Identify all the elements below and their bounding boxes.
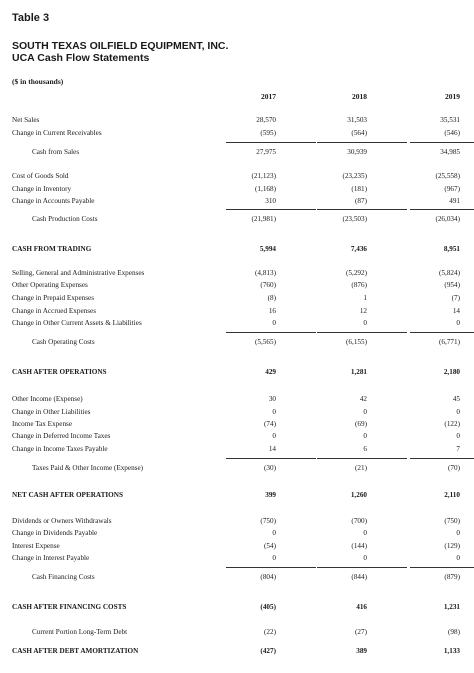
value-2018: 389 [356, 647, 367, 655]
value-2019: 8,951 [443, 245, 460, 253]
section-total-row [12, 491, 462, 502]
row-label: CASH FROM TRADING [12, 245, 92, 253]
value-2019: 35,531 [440, 116, 460, 124]
table-row [12, 294, 462, 305]
value-2018: 0 [363, 319, 367, 327]
row-label: Change in Current Receivables [12, 129, 102, 137]
row-label: NET CASH AFTER OPERATIONS [12, 491, 123, 499]
value-2019: (26,034) [435, 215, 460, 223]
value-2017: (21,123) [251, 172, 276, 180]
value-2017: (595) [260, 129, 276, 137]
table-row [12, 129, 462, 140]
table-row [12, 307, 462, 318]
value-2019: (7) [451, 294, 460, 302]
row-label: Change in Prepaid Expenses [12, 294, 95, 302]
subtotal-row [12, 628, 462, 639]
value-2017: 429 [265, 368, 276, 376]
table-row [12, 408, 462, 419]
value-2019: (546) [444, 129, 460, 137]
value-2018: (5,292) [346, 269, 367, 277]
subtotal-rule [410, 567, 474, 568]
row-label: CASH AFTER FINANCING COSTS [12, 603, 127, 611]
value-2017: (750) [260, 517, 276, 525]
row-label: Cash Financing Costs [32, 573, 95, 581]
value-2019: 14 [452, 307, 460, 315]
value-2018: 416 [356, 603, 367, 611]
value-2019: (967) [444, 185, 460, 193]
company-name: SOUTH TEXAS OILFIELD EQUIPMENT, INC. [12, 40, 229, 52]
value-2017: 28,570 [256, 116, 276, 124]
row-label: Other Income (Expense) [12, 395, 83, 403]
table-row [12, 185, 462, 196]
row-label: Income Tax Expense [12, 420, 73, 428]
value-2019: 0 [456, 432, 460, 440]
table-row [12, 517, 462, 528]
value-2018: (69) [355, 420, 367, 428]
subtotal-rule [317, 458, 407, 459]
value-2018: 12 [359, 307, 367, 315]
value-2018: (6,155) [346, 338, 367, 346]
value-2019: (129) [444, 542, 460, 550]
value-2019: 1,231 [443, 603, 460, 611]
value-2019: 2,180 [443, 368, 460, 376]
value-2017: (8) [267, 294, 276, 302]
row-label: CASH AFTER OPERATIONS [12, 368, 107, 376]
value-2018: 1,281 [350, 368, 367, 376]
table-row [12, 554, 462, 565]
value-2017: 30 [268, 395, 276, 403]
value-2018: (144) [351, 542, 367, 550]
subtotal-rule [410, 332, 474, 333]
subtotal-row [12, 573, 462, 584]
year-header-2018: 2018 [352, 92, 367, 101]
value-2019: (6,771) [439, 338, 460, 346]
year-header-2019: 2019 [445, 92, 460, 101]
row-label: Cash Operating Costs [32, 338, 95, 346]
subtotal-rule [317, 332, 407, 333]
value-2017: (1,168) [255, 185, 276, 193]
value-2017: 0 [272, 432, 276, 440]
value-2018: (21) [355, 464, 367, 472]
value-2017: (30) [264, 464, 276, 472]
value-2019: 0 [456, 529, 460, 537]
value-2019: (954) [444, 281, 460, 289]
value-2019: (25,558) [435, 172, 460, 180]
table-row [12, 432, 462, 443]
row-label: Change in Accrued Expenses [12, 307, 97, 315]
subtotal-rule [317, 209, 407, 210]
value-2018: 7,436 [350, 245, 367, 253]
table-row [12, 445, 462, 456]
value-2018: (87) [355, 197, 367, 205]
value-2017: (54) [264, 542, 276, 550]
value-2018: 0 [363, 529, 367, 537]
row-label: Selling, General and Administrative Expenses [12, 269, 145, 277]
table-row [12, 319, 462, 330]
section-total-row [12, 603, 462, 614]
value-2019: 0 [456, 408, 460, 416]
value-2019: 34,985 [440, 148, 460, 156]
value-2018: (27) [355, 628, 367, 636]
value-2019: 0 [456, 554, 460, 562]
row-label: Change in Other Liabilities [12, 408, 91, 416]
row-label: Net Sales [12, 116, 40, 124]
value-2017: (405) [260, 603, 276, 611]
row-label: CASH AFTER DEBT AMORTIZATION [12, 647, 139, 655]
row-label: Change in Inventory [12, 185, 72, 193]
value-2019: (70) [448, 464, 460, 472]
value-2019: 0 [456, 319, 460, 327]
value-2017: (804) [260, 573, 276, 581]
value-2017: 14 [268, 445, 276, 453]
row-label: Change in Deferred Income Taxes [12, 432, 111, 440]
subtotal-rule [226, 458, 316, 459]
row-label: Other Operating Expenses [12, 281, 88, 289]
table-row [12, 529, 462, 540]
value-2018: 0 [363, 432, 367, 440]
subtotal-rule [226, 332, 316, 333]
subtotal-rule [226, 209, 316, 210]
row-label: Taxes Paid & Other Income (Expense) [32, 464, 144, 472]
table-row [12, 420, 462, 431]
table-row [12, 197, 462, 208]
value-2017: (427) [260, 647, 276, 655]
section-total-row [12, 647, 462, 658]
row-label: Change in Interest Payable [12, 554, 90, 562]
value-2018: 42 [359, 395, 367, 403]
row-label: Change in Dividends Payable [12, 529, 98, 537]
value-2017: 399 [265, 491, 276, 499]
row-label: Current Portion Long-Term Debt [32, 628, 128, 636]
value-2018: 1,260 [350, 491, 367, 499]
subtotal-row [12, 215, 462, 226]
subtotal-row [12, 338, 462, 349]
subtotal-rule [226, 567, 316, 568]
value-2018: 6 [363, 445, 367, 453]
value-2018: 0 [363, 408, 367, 416]
row-label: Change in Other Current Assets & Liabilities [12, 319, 142, 327]
value-2017: (21,981) [251, 215, 276, 223]
value-2017: 27,975 [256, 148, 276, 156]
value-2018: 1 [363, 294, 367, 302]
table-row [12, 269, 462, 280]
subtotal-rule [410, 142, 474, 143]
value-2017: (5,565) [255, 338, 276, 346]
row-label: Dividends or Owners Withdrawals [12, 517, 112, 525]
subtotal-rule [410, 209, 474, 210]
subtotal-row [12, 148, 462, 159]
value-2018: (876) [351, 281, 367, 289]
value-2018: 31,503 [347, 116, 367, 124]
value-2017: (760) [260, 281, 276, 289]
value-2018: 30,939 [347, 148, 367, 156]
value-2018: (23,503) [342, 215, 367, 223]
value-2019: 45 [452, 395, 460, 403]
value-2019: 1,133 [443, 647, 460, 655]
value-2019: (879) [444, 573, 460, 581]
row-label: Cash from Sales [32, 148, 80, 156]
value-2018: (23,235) [342, 172, 367, 180]
value-2017: (74) [264, 420, 276, 428]
value-2017: 0 [272, 319, 276, 327]
subtotal-rule [226, 142, 316, 143]
year-header-2017: 2017 [261, 92, 276, 101]
subtotal-rule [410, 458, 474, 459]
value-2018: (181) [351, 185, 367, 193]
value-2018: (844) [351, 573, 367, 581]
table-row [12, 395, 462, 406]
section-total-row [12, 245, 462, 256]
value-2017: 0 [272, 529, 276, 537]
value-2017: 5,994 [259, 245, 276, 253]
row-label: Cost of Goods Sold [12, 172, 69, 180]
row-label: Change in Accounts Payable [12, 197, 95, 205]
row-label: Interest Expense [12, 542, 60, 550]
row-label: Cash Production Costs [32, 215, 98, 223]
value-2018: (564) [351, 129, 367, 137]
value-2019: 2,110 [444, 491, 460, 499]
value-2017: 0 [272, 408, 276, 416]
value-2017: 16 [268, 307, 276, 315]
units-note: ($ in thousands) [12, 77, 64, 86]
table-row [12, 172, 462, 183]
value-2019: (750) [444, 517, 460, 525]
subtotal-rule [317, 142, 407, 143]
value-2017: (4,813) [255, 269, 276, 277]
table-row [12, 116, 462, 127]
value-2018: (700) [351, 517, 367, 525]
row-label: Change in Income Taxes Payable [12, 445, 108, 453]
subtotal-row [12, 464, 462, 475]
table-row [12, 542, 462, 553]
value-2019: 7 [456, 445, 460, 453]
statement-title: UCA Cash Flow Statements [12, 52, 150, 64]
value-2019: (5,824) [439, 269, 460, 277]
table-label: Table 3 [12, 12, 50, 24]
value-2019: 491 [449, 197, 460, 205]
value-2017: (22) [264, 628, 276, 636]
value-2017: 0 [272, 554, 276, 562]
table-row [12, 281, 462, 292]
value-2017: 310 [265, 197, 276, 205]
value-2019: (98) [448, 628, 460, 636]
section-total-row [12, 368, 462, 379]
subtotal-rule [317, 567, 407, 568]
value-2018: 0 [363, 554, 367, 562]
value-2019: (122) [444, 420, 460, 428]
